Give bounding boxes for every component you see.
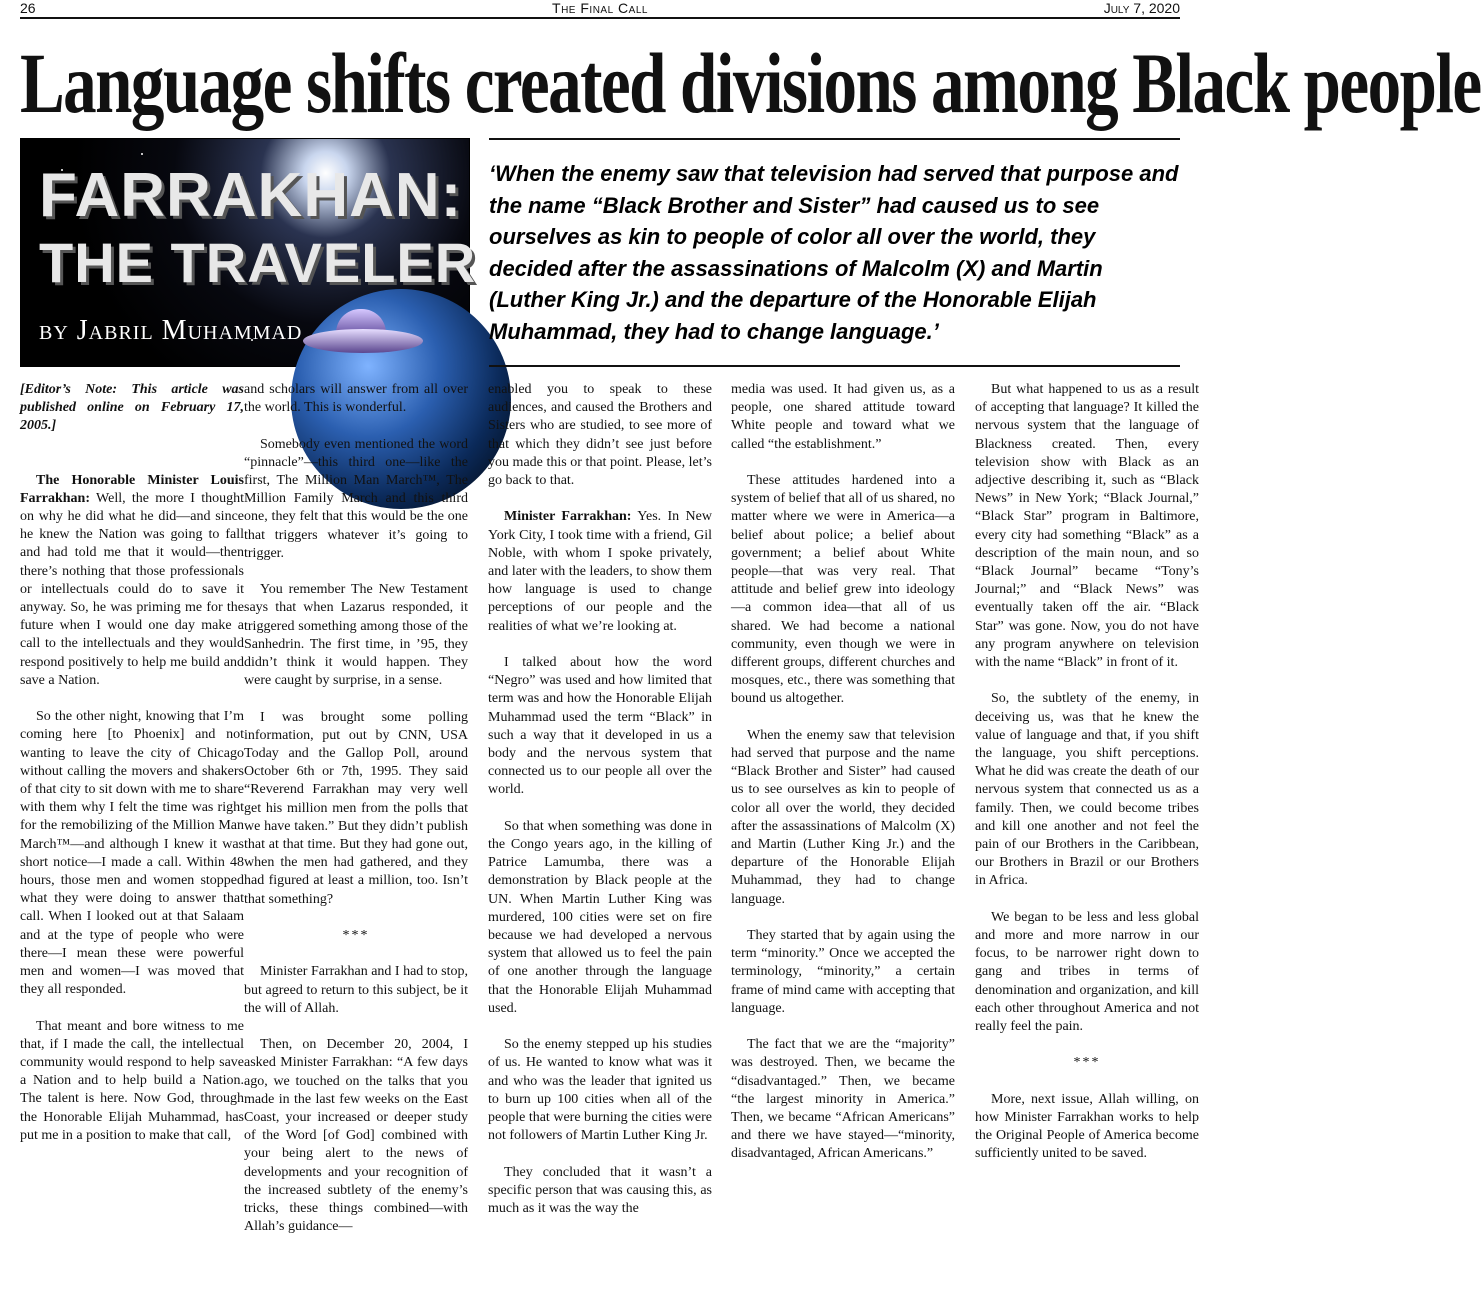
article-column-5 (975, 381, 1199, 1286)
pullquote-rule-top (489, 138, 1180, 140)
paragraph: They concluded that it wasn’t a specific person that was causing this, as much as it was the way the (488, 1164, 712, 1217)
speaker-lead: The Honorable Minister Louis Farrakhan: (20, 472, 244, 506)
paragraph: So the enemy stepped up his studies of us. He wanted to know what was it and who was the leader that ignited us to burn up 100 cities when all of the people that were burning the cities were not followers of Martin Luther King Jr. (488, 1037, 712, 1144)
pullquote-rule-bottom (489, 365, 1180, 367)
paragraph: enabled you to speak to these audiences, and caused the Brothers and Sisters who are studied, to see more of that which they didn’t see just before you made this or that point. Please, let’s go back to that. (488, 382, 712, 489)
page-number: 26 (20, 0, 36, 16)
paragraph: Somebody even mentioned the word “pinnacle”—this third one—like the first, The Million Man March™, The Million Family March and this third one, they felt that this would be the one that triggers whatever it’s going to trigger. (244, 436, 468, 561)
paragraph: I talked about how the word “Negro” was used and how limited that term was and how the Honorable Elijah Muhammad used the term “Black” in such a way that it developed in us a body and the nervous system that connected us to our people all over the world. (488, 655, 712, 798)
paragraph: So, the subtlety of the enemy, in deceiving us, was that he knew the value of language and that, if you shift the language, you shift perceptions. What he did was create the death of our nervous system that connected us as a family. Then, we could become tribes and kill one another and not feel the pain of our Brothers in the Caribbean, our Brothers in Brazil or our Brothers in Africa. (975, 691, 1199, 889)
section-break: *** (1073, 1055, 1101, 1071)
paragraph: More, next issue, Allah willing, on how Minister Farrakhan works to help the Original People of America become sufficiently united to be saved. (975, 1091, 1199, 1162)
paragraph: When the enemy saw that television had served that purpose and the name “Black Brother and Sister” had caused us to see ourselves as kin to people of color all over the world, they decided after the assassinations of Malcolm (X) and Martin (Luther King Jr.) and the departure of the Honorable Elijah Muhammad, they had to change language. (731, 727, 955, 907)
paragraph: So that when something was done in the Congo years ago, in the killing of Patrice Lamumba, there was a demonstration by Black people at the UN. When Martin Luther King was murdered, 100 cities were set on fire because we had developed a nervous system that allowed us to feel the pain of one another through the language that the Honorable Elijah Muhammad used. (488, 818, 712, 1016)
paragraph: But what happened to us as a result of accepting that language? It killed the nervous system that the language of Blackness created. Then, every television show with Black as an adjective describing it, such as “Black News” in New York; “Black Journal,” “Black Star” program in Baltimore, every city had something “Black” as a description of the main noun, and so “Black Journal” became “Tony’s Journal;” and “Black News” was eventually taken off the air. “Black Star” was gone. Now, you do not have any program anywhere on television with the name “Black” in front of it. (975, 382, 1199, 671)
paragraph: We began to be less and less global and more and more narrow in our focus, to be narrower right down to gang and tribes in terms of denomination and organization, and kill each other throughout America and not really feel the pain. (975, 909, 1199, 1035)
paragraph: The fact that we are the “majority” was destroyed. Then, we became the “disadvantaged.” Then, we became “the largest minority in America.” Then, we became “African Americans” and there we have stayed—“minority, disadvantaged, African Americans.” (731, 1037, 955, 1162)
paragraph (488, 508, 712, 635)
paragraph-text: Well, the more I thought on why he did what he did—and since he knew the Nation was going to fall and had told me that it would—then there’s nothing that those professionals or intellectuals could do to save it anyway. So, he was priming me for the future when I would one day make a call to the intellectuals and they would respond positively to help me build and save a Nation. (20, 490, 244, 688)
paragraph: Minister Farrakhan and I had to stop, but agreed to return to this subject, be it the will of Allah. (244, 964, 469, 1016)
article-column-3 (488, 381, 712, 1286)
article-column-1 (20, 381, 244, 1286)
paragraph: media was used. It had given us, as a people, one shared attitude toward White people and toward what we called “the establishment.” (731, 382, 955, 452)
editors-note: [Editor’s Note: This article was published online on February 17, 2005.] (20, 382, 244, 434)
paragraph: They started that by again using the term “minority.” Once we accepted the terminology, “minority,” a certain frame of mind came with accepting that language. (731, 928, 955, 1016)
banner-title-line2: THE TRAVELER (39, 231, 477, 294)
issue-date: July 7, 2020 (1103, 0, 1180, 16)
paragraph: You remember The New Testament says that when Lazarus responded, it triggered something among those of the Sanhedrin. The first time, in ’95, they didn’t think it would happen. They were caught by surprise, in a sense. (244, 582, 468, 689)
speaker-lead: Minister Farrakhan: (504, 509, 632, 525)
ufo-disc-icon (303, 329, 423, 353)
paragraph: These attitudes hardened into a system of belief that all of us shared, no matter where we were in America—a belief about police; a belief about government; a belief about White people—that was very real. That attitude and belief grew into ideology—a common idea—that all of us shared. We had become a national community, even though we were in different groups, different churches and mosques, etc., there was something that bound us altogether. (731, 473, 955, 707)
page-header (20, 0, 1180, 19)
publication-name: The Final Call (552, 0, 648, 16)
pull-quote: ‘When the enemy saw that television had served that purpose and the name “Black Brother and Sister” had caused us to see ourselves as kin to people of color all over the world, they decided after the assassinations of Malcolm (X) and Martin (Luther King Jr.) and the departure of the Honorable Elijah Muhammad, they had to change language.’ (489, 161, 1179, 344)
banner-byline: by Jabril Muhammad (39, 315, 303, 346)
paragraph: That meant and bore witness to me that, if I made the call, the intellectual community would respond to help save a Nation and to help build a Nation. The talent is here. Now God, through the Honorable Elijah Muhammad, has put me in a position to make that call, (20, 1018, 244, 1143)
paragraph: I was brought some polling information, put out by CNN, USA Today and the Gallop Poll, around October 6th or 7th, 1995. They said “Reverend Farrakhan may very well get his million men from the polls that we have taken.” But they didn’t publish that at that time. But they had gone out, when the men had gathered, and they had figured at least a million, too. Isn’t that something? (244, 709, 468, 907)
paragraph (20, 472, 244, 690)
section-break: *** (342, 928, 370, 944)
article-column-4 (731, 381, 955, 1286)
paragraph: and scholars will answer from all over the world. This is wonderful. (244, 382, 468, 416)
article-column-2 (244, 381, 468, 1286)
article-headline: Language shifts created divisions among Black people (20, 35, 1481, 131)
banner-title-line1: FARRAKHAN: (39, 161, 463, 230)
paragraph-text: Yes. In New York City, I took time with a friend, Gil Noble, with whom I spoke privately, and later with the leaders, to show them how language is used to change perceptions of our people and the realities of what we’re looking at. (488, 509, 712, 634)
star-decoration (141, 153, 143, 155)
paragraph: So the other night, knowing that I’m coming here [to Phoenix] and not wanting to leave the city of Chicago without calling the movers and shakers of that city to sit down with me to share with them why I felt the time was right for the remobilizing of the Million Man March™—and although I knew it was short notice—I made a call. Within 48 hours, those men and women stopped what they were doing to answer that call. When I looked out at that Salaam and at the type of people who were there—I mean these were powerful men and women—I was moved that they all responded. (20, 709, 244, 998)
column-banner-image (20, 138, 477, 367)
paragraph: Then, on December 20, 2004, I asked Minister Farrakhan: “A few days ago, we touched on the talks that you made in the last few weeks on the East Coast, your increased or deeper study of the Word [of God] combined with your being alert to the news of developments and your recognition of the increased subtlety of the enemy’s tricks, these things combined—with Allah’s guidance— (244, 1037, 468, 1235)
